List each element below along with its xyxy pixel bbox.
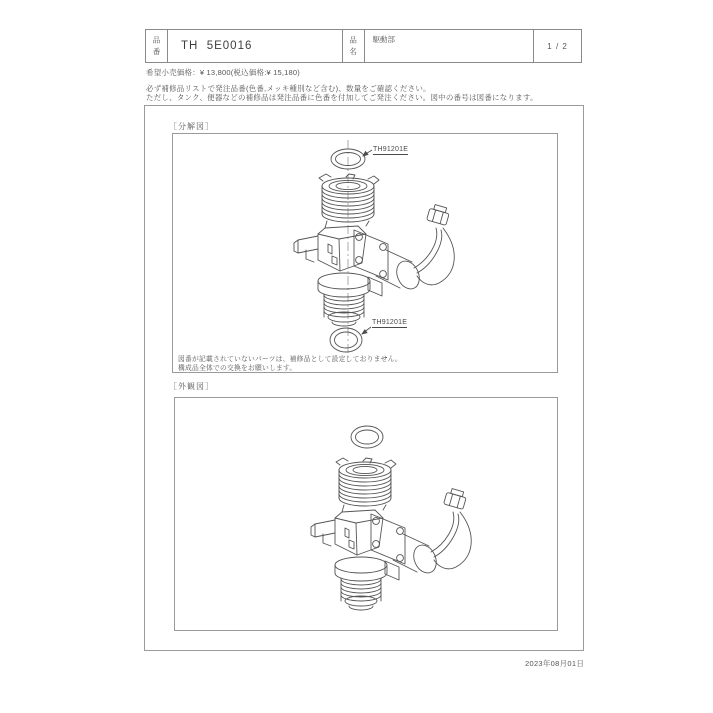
leader-arrow-bottom bbox=[362, 327, 371, 334]
external-view-box bbox=[174, 397, 558, 631]
figure-note-line-2: 構成品全体での交換をお願いします。 bbox=[178, 365, 297, 372]
order-note-line-1: 必ず補修品リストで発注品番(色番,メッキ種別など含む)、数量をご確認ください。 bbox=[146, 84, 431, 93]
header-table bbox=[145, 29, 582, 63]
part-number-callout-top: TH91201E bbox=[373, 146, 409, 153]
part-number-callout-bottom: TH91201E bbox=[372, 319, 408, 326]
figure-note-line-1: 図番が記載されていないパーツは、補修品として設定しておりません。 bbox=[178, 356, 403, 363]
issue-date: 2023年08月01日 bbox=[525, 659, 585, 668]
part-number-value: TH 5E0016 bbox=[167, 30, 342, 62]
external-view-section-label: ［外観図］ bbox=[169, 382, 214, 391]
o-ring-external bbox=[351, 426, 383, 448]
valve-assembly-external bbox=[311, 458, 471, 610]
valve-assembly-exploded bbox=[294, 174, 454, 326]
exploded-view-box bbox=[172, 133, 558, 373]
part-name-value: 駆動部 bbox=[364, 30, 534, 62]
exploded-view-drawing bbox=[173, 134, 559, 374]
o-ring-bottom bbox=[330, 328, 362, 352]
external-view-drawing bbox=[175, 398, 559, 632]
part-number-label: 品番 bbox=[152, 35, 161, 59]
exploded-view-section-label: ［分解図］ bbox=[169, 122, 214, 131]
retail-price-line: 希望小売価格：¥ 13,800(税込価格:¥ 15,180) bbox=[146, 68, 300, 77]
part-name-label: 品名 bbox=[342, 30, 364, 62]
leader-arrow-top bbox=[363, 150, 372, 156]
page-indicator: 1 / 2 bbox=[533, 30, 581, 62]
order-note-line-2: ただし、タンク、便器などの補修品は発注品番に色番を付加してご発注ください。図中の番号は図番になります。 bbox=[146, 93, 538, 102]
